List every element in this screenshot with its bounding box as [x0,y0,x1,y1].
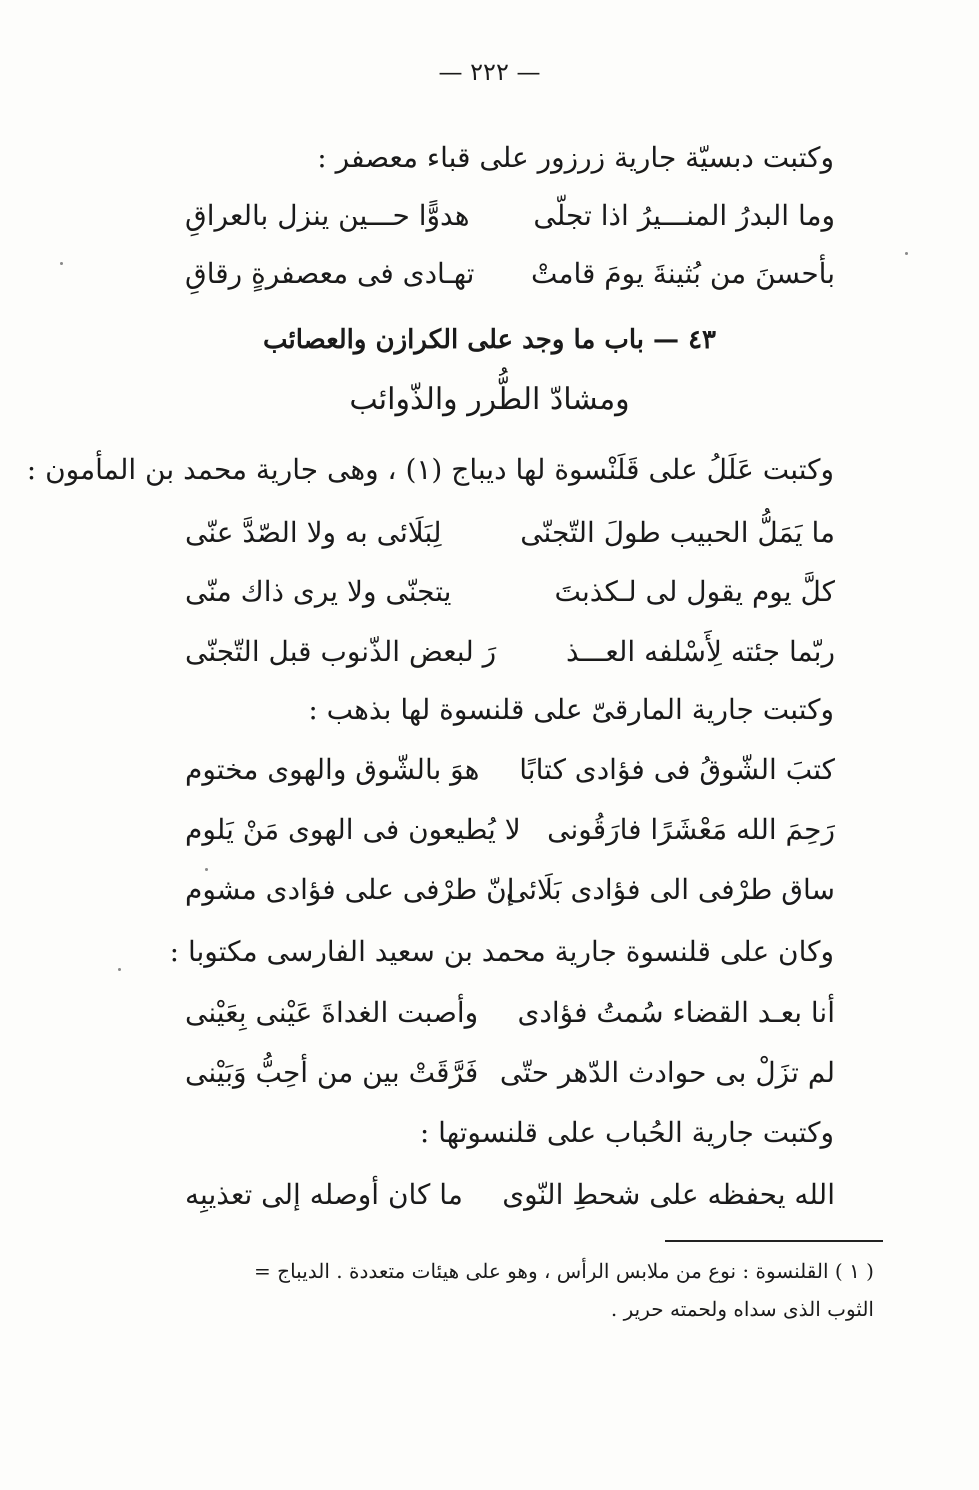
verse-second-hemistich: لِبَلَائى به ولا الصّدَّ عنّى [185,516,442,549]
verse-second-hemistich: رَ لبعض الذّنوب قبل التّجنّى [185,635,497,668]
verse-line [185,810,835,850]
verse-first-hemistich: لم تزَلْ بى حوادث الدّهر حتّى [499,1056,835,1089]
verse-first-hemistich: وما البدرُ المنـــيرُ اذا تجلّى [533,199,835,232]
verse-first-hemistich: كتبَ الشّوقُ فى فؤادى كتابًا [519,753,835,786]
verse-line [185,196,835,236]
scan-speck [205,868,208,871]
chapter-heading: ٤٣ — باب ما وجد على الكرازن والعصائب [262,325,717,355]
verse-line [185,513,835,553]
chapter-subheading: ومشادّ الطُّرر والذّوائب [349,382,630,417]
verse-second-hemistich: تهـادى فى معصفرةٍ رقاقِ [185,257,475,290]
verse-first-hemistich: رَحِمَ الله مَعْشَرًا فارَقُونى [547,813,835,846]
verse-first-hemistich: الله يحفظه على شحطِ النّوى [502,1178,835,1211]
verse-line [185,1053,835,1093]
verse-line [185,750,835,790]
verse-line [185,870,835,910]
prose-intro: وكان على قلنسوة جارية محمد بن سعيد الفارسى مكتوبا : [169,935,834,968]
verse-first-hemistich: ما يَمَلُّ الحبيب طولَ التّجنّى [520,516,835,549]
footnote-line: الثوب الذى سداه ولحمته حرير . [610,1297,874,1321]
verse-line [185,993,835,1033]
verse-line [185,572,835,612]
scan-speck [905,252,908,255]
verse-first-hemistich: ساق طرْفى الى فؤادى بَلَائى [505,873,835,906]
verse-second-hemistich: فَرَّقَتْ بين من أحِبُّ وَبَيْنى [185,1056,479,1089]
verse-line [185,632,835,672]
prose-intro: وكتبت جارية الحُباب على قلنسوتها : [419,1116,834,1149]
verse-first-hemistich: ربّما جئته لِأَسْلفه العـــذ [566,635,835,668]
verse-second-hemistich: وأصبت الغداةَ عَيْنى بِعَيْنى [185,996,479,1029]
page-number: — ٢٢٢ — [438,58,541,86]
verse-second-hemistich: يتجنّى ولا يرى ذاك منّى [185,575,452,608]
verse-first-hemistich: أنا بعـد القضاء سُمتُ فؤادى [517,996,835,1029]
verse-first-hemistich: بأحسنَ من بُثينةَ يومَ قامتْ [531,257,835,290]
verse-first-hemistich: كلَّ يوم يقول لى لـكذبتَ [554,575,835,608]
verse-second-hemistich: هوَ بالشّوق والهوى مختوم [185,753,480,786]
prose-intro: وكتبت عَلَلُ على قَلَنْسوة لها ديباج (١) ، وهى جارية محمد بن المأمون : [26,453,834,486]
prose-intro: وكتبت دبسيّة جارية زرزور على قباء معصفر : [317,141,834,174]
scan-speck [60,262,63,265]
verse-second-hemistich: ما كان أوصله إلى تعذيبِه [185,1178,463,1211]
scan-speck [118,968,121,971]
verse-second-hemistich: لا يُطيعون فى الهوى مَنْ يَلوم [185,813,521,846]
prose-intro: وكتبت جارية المارقىّ على قلنسوة لها بذهب : [308,693,834,726]
footnote-divider [665,1240,883,1242]
verse-second-hemistich: هدوًّا حـــين ينزل بالعراقِ [185,199,470,232]
footnote-line: ( ١ ) القلنسوة : نوع من ملابس الرأس ، وهو على هيئات متعددة . الديباج = [254,1259,874,1283]
verse-line [185,254,835,294]
verse-line [185,1175,835,1215]
verse-second-hemistich: إنّ طرْفى على فؤادى مشوم [185,873,515,906]
